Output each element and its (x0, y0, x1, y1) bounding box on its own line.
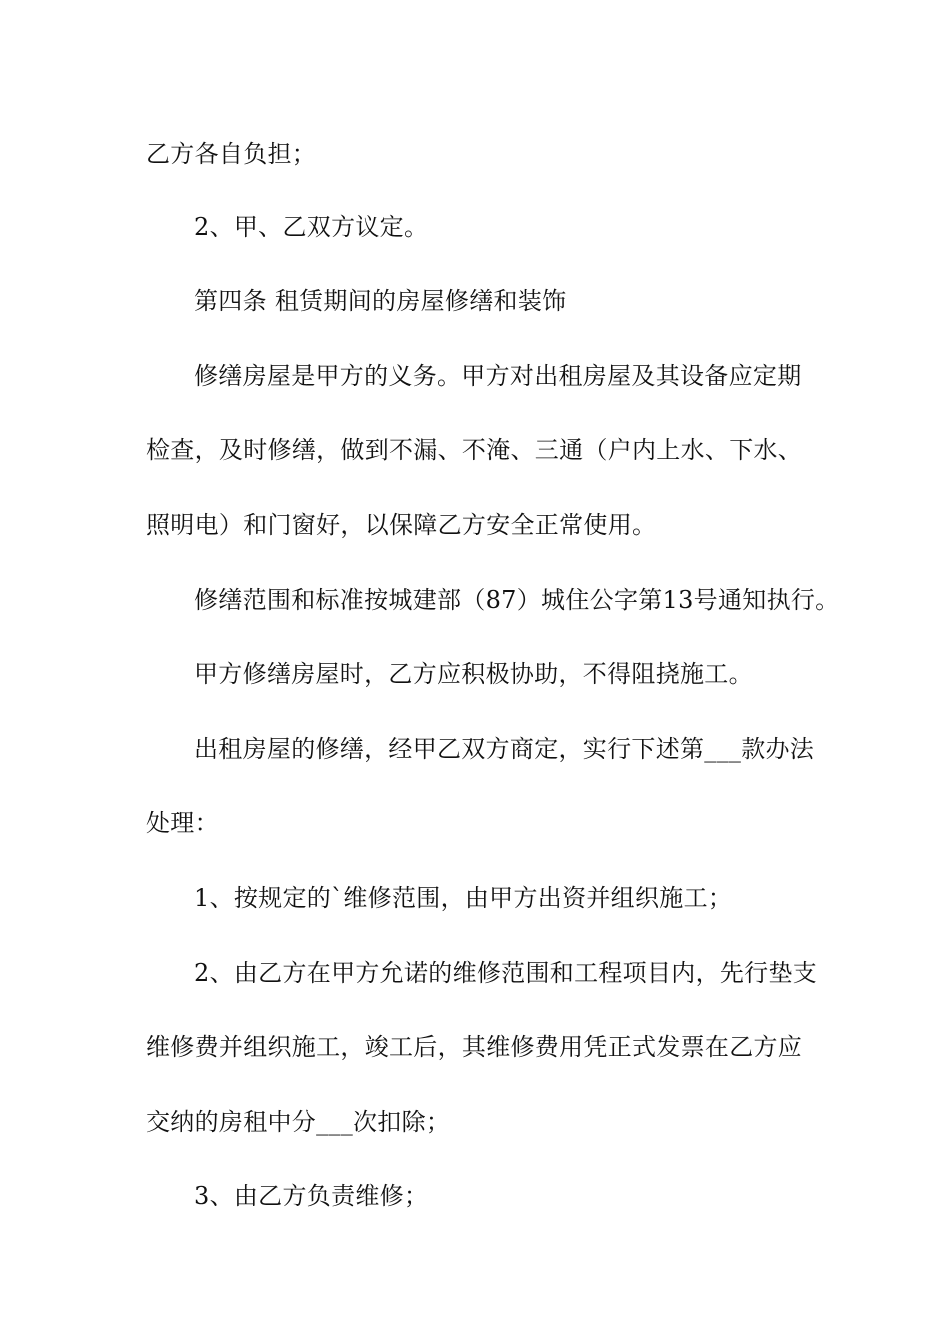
text-line: 维修费并组织施工，竣工后，其维修费用凭正式发票在乙方应 (146, 1033, 803, 1061)
text-line: 照明电）和门窗好，以保障乙方安全正常使用。 (146, 511, 657, 539)
text-line: 出租房屋的修缮，经甲乙双方商定，实行下述第___款办法 (194, 735, 815, 763)
list-item: 1、按规定的`维修范围，由甲方出资并组织施工； (194, 884, 733, 912)
text-line: 修缮房屋是甲方的义务。甲方对出租房屋及其设备应定期 (194, 362, 802, 390)
list-item: 3、由乙方负责维修； (194, 1182, 429, 1210)
text-line: 乙方各自负担； (146, 140, 317, 168)
text-line: 处理： (146, 809, 219, 837)
list-item: 2、由乙方在甲方允诺的维修范围和工程项目内，先行垫支 (194, 959, 818, 987)
text-line: 甲方修缮房屋时，乙方应积极协助，不得阻挠施工。 (194, 660, 753, 688)
text-line: 检查，及时修缮，做到不漏、不淹、三通（户内上水、下水、 (146, 436, 803, 464)
section-heading: 第四条 租赁期间的房屋修缮和装饰 (194, 287, 567, 315)
text-line: 修缮范围和标准按城建部（87）城住公字第13号通知执行。 (194, 586, 840, 614)
text-line: 2、甲、乙双方议定。 (194, 213, 429, 241)
text-line: 交纳的房租中分___次扣除； (146, 1108, 451, 1136)
